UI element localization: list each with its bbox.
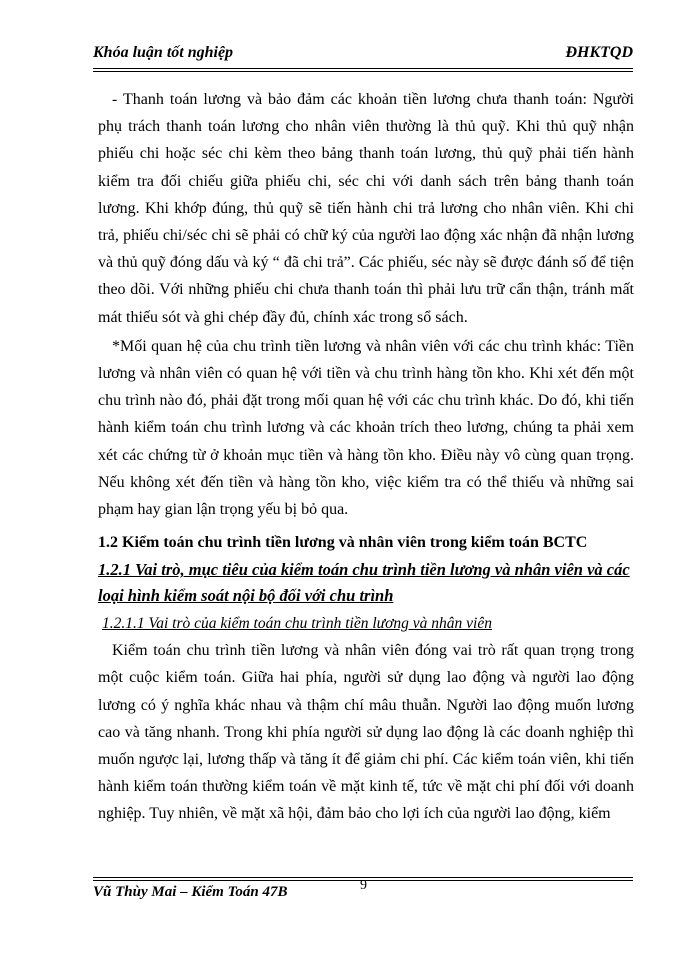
header-thesis-title: Khóa luận tốt nghiệp [93, 44, 234, 61]
heading-section-1-2-1-1: 1.2.1.1 Vai trò của kiểm toán chu trình tiền lương và nhân viên [102, 615, 492, 633]
paragraph-salary-payment: - Thanh toán lương và bảo đảm các khoản tiền lương chưa thanh toán: Người phụ trách thanh toán lương cho nhân viên thường là thủ quỹ. Khi thủ quỹ nhận phiếu chi hoặc séc chi kèm theo bảng thanh toán lương, thủ quỹ phải tiến hành kiểm tra đối chiếu giữa phiếu chi, séc chi với danh sách trên bảng thanh toán lương. Khi khớp đúng, thủ quỹ sẽ tiến hành chi trả lương cho nhân viên. Khi chi trả, phiếu chi/séc chi sẽ phải có chữ ký của người lao động xác nhận đã nhận lương và thủ quỹ đóng dấu và ký “ đã chi trả”. Các phiếu, séc này sẽ được đánh số để tiện theo dõi. Với những phiếu chi chưa thanh toán thì phải lưu trữ cẩn thận, tránh mất mát thiếu sót và ghi chép đầy đủ, chính xác trong sổ sách. [98, 91, 634, 326]
page-header [93, 44, 633, 70]
header-university: ĐHKTQD [565, 44, 633, 61]
paragraph-audit-role: Kiểm toán chu trình tiền lương và nhân viên đóng vai trò rất quan trọng trong một cuộc kiểm toán. Giữa hai phía, người sử dụng lao động và người lao động lương có ý nghĩa khác nhau và thậm chí mâu thuẫn. Người lao động muốn lương cao và tăng nhanh. Trong khi phía người sử dụng lao động là các doanh nghiệp thì muốn ngược lại, lương thấp và tăng ít để giảm chi phí. Các kiểm toán viên, khi tiến hành kiểm toán thường kiểm toán về mặt kinh tế, tức về mặt chi phí đối với doanh nghiệp. Tuy nhiên, về mặt xã hội, đảm bảo cho lợi ích của người lao động, kiểm [98, 642, 634, 823]
page-number: 9 [360, 878, 367, 893]
footer-author: Vũ Thùy Mai – Kiểm Toán 47B [93, 884, 288, 900]
heading-section-1-2: 1.2 Kiểm toán chu trình tiền lương và nhân viên trong kiểm toán BCTC [98, 534, 588, 552]
page-content [98, 86, 634, 828]
paragraph-cycle-relations: *Mối quan hệ của chu trình tiền lương và nhân viên với các chu trình khác: Tiền lương và nhân viên có quan hệ với tiền và chu trình hàng tồn kho. Khi xét đến một chu trình nào đó, phải đặt trong mối quan hệ với các chu trình khác. Do đó, khi tiến hành kiểm toán chu trình lương và các khoản trích theo lương, chúng ta phải xem xét các chứng từ ở khoản mục tiền và hàng tồn kho. Điều này vô cùng quan trọng. Nếu không xét đến tiền và hàng tồn kho, việc kiểm tra có thể thiếu và những sai phạm hay gian lận trọng yếu bị bỏ qua. [98, 337, 634, 519]
heading-section-1-2-1: 1.2.1 Vai trò, mục tiêu của kiểm toán chu trình tiền lương và nhân viên và các loại hình kiểm soát nội bộ đối với chu trình [98, 560, 630, 606]
header-divider [93, 68, 633, 72]
